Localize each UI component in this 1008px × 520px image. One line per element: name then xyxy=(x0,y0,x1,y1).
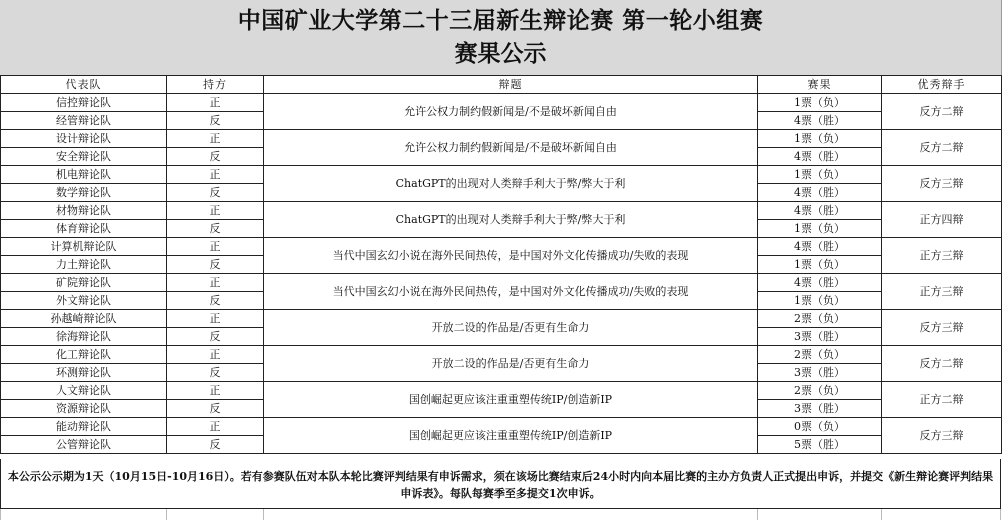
team-cell: 安全辩论队 xyxy=(1,148,167,166)
result-cell: 4票（胜） xyxy=(758,238,882,256)
table-row xyxy=(1,346,1002,364)
best-debater-cell: 反方三辩 xyxy=(882,166,1002,202)
table-row xyxy=(1,202,1002,220)
best-debater-cell: 正方二辩 xyxy=(882,382,1002,418)
side-cell: 正 xyxy=(167,166,264,184)
side-cell: 正 xyxy=(167,310,264,328)
result-cell: 5票（胜） xyxy=(758,436,882,454)
team-cell: 数学辩论队 xyxy=(1,184,167,202)
team-cell: 人文辩论队 xyxy=(1,382,167,400)
best-debater-cell: 反方二辩 xyxy=(882,346,1002,382)
result-cell: 3票（胜） xyxy=(758,364,882,382)
table-row xyxy=(1,274,1002,292)
result-cell: 1票（负） xyxy=(758,292,882,310)
page-subtitle: 赛果公示 xyxy=(454,41,547,67)
team-cell: 外文辩论队 xyxy=(1,292,167,310)
team-cell: 设计辩论队 xyxy=(1,130,167,148)
team-cell: 环测辩论队 xyxy=(1,364,167,382)
result-cell: 4票（胜） xyxy=(758,148,882,166)
result-cell: 2票（负） xyxy=(758,346,882,364)
topic-cell: 当代中国玄幻小说在海外民间热传，是中国对外文化传播成功/失败的表现 xyxy=(264,274,758,310)
topic-cell: 国创崛起更应该注重重塑传统IP/创造新IP xyxy=(264,382,758,418)
side-cell: 反 xyxy=(167,256,264,274)
side-cell: 反 xyxy=(167,436,264,454)
result-cell: 1票（负） xyxy=(758,94,882,112)
best-debater-cell: 正方四辩 xyxy=(882,202,1002,238)
result-cell: 1票（负） xyxy=(758,130,882,148)
title-banner xyxy=(0,0,1002,75)
side-cell: 正 xyxy=(167,382,264,400)
header-side: 持方 xyxy=(167,76,264,94)
best-debater-cell: 反方二辩 xyxy=(882,130,1002,166)
side-cell: 正 xyxy=(167,274,264,292)
best-debater-cell: 正方三辩 xyxy=(882,274,1002,310)
result-cell: 2票（负） xyxy=(758,382,882,400)
side-cell: 正 xyxy=(167,94,264,112)
results-table xyxy=(0,75,1002,454)
side-cell: 反 xyxy=(167,364,264,382)
side-cell: 反 xyxy=(167,292,264,310)
topic-cell: ChatGPT的出现对人类辩手利大于弊/弊大于利 xyxy=(264,166,758,202)
result-cell: 1票（负） xyxy=(758,256,882,274)
topic-cell: 开放二设的作品是/否更有生命力 xyxy=(264,310,758,346)
topic-cell: ChatGPT的出现对人类辩手利大于弊/弊大于利 xyxy=(264,202,758,238)
team-cell: 体育辩论队 xyxy=(1,220,167,238)
result-cell: 3票（胜） xyxy=(758,328,882,346)
side-cell: 正 xyxy=(167,130,264,148)
team-cell: 能动辩论队 xyxy=(1,418,167,436)
header-topic: 辩题 xyxy=(264,76,758,94)
best-debater-cell: 反方三辩 xyxy=(882,418,1002,454)
best-debater-cell: 反方三辩 xyxy=(882,310,1002,346)
side-cell: 反 xyxy=(167,328,264,346)
team-cell: 资源辩论队 xyxy=(1,400,167,418)
result-cell: 0票（负） xyxy=(758,418,882,436)
result-cell: 4票（胜） xyxy=(758,184,882,202)
topic-cell: 允许公权力制约假新闻是/不是破坏新闻自由 xyxy=(264,130,758,166)
side-cell: 反 xyxy=(167,220,264,238)
team-cell: 力土辩论队 xyxy=(1,256,167,274)
table-row xyxy=(1,166,1002,184)
table-row xyxy=(1,94,1002,112)
page-title: 中国矿业大学第二十三届新生辩论赛 第一轮小组赛 xyxy=(237,8,764,34)
result-cell: 3票（胜） xyxy=(758,400,882,418)
result-cell: 1票（负） xyxy=(758,220,882,238)
header-team: 代表队 xyxy=(1,76,167,94)
topic-cell: 允许公权力制约假新闻是/不是破坏新闻自由 xyxy=(264,94,758,130)
team-cell: 徐海辩论队 xyxy=(1,328,167,346)
result-cell: 4票（胜） xyxy=(758,202,882,220)
side-cell: 正 xyxy=(167,418,264,436)
side-cell: 反 xyxy=(167,184,264,202)
table-row xyxy=(1,238,1002,256)
team-cell: 矿院辩论队 xyxy=(1,274,167,292)
table-row xyxy=(1,382,1002,400)
side-cell: 反 xyxy=(167,148,264,166)
side-cell: 反 xyxy=(167,112,264,130)
team-cell: 计算机辩论队 xyxy=(1,238,167,256)
best-debater-cell: 正方三辩 xyxy=(882,238,1002,274)
team-cell: 经管辩论队 xyxy=(1,112,167,130)
topic-cell: 开放二设的作品是/否更有生命力 xyxy=(264,346,758,382)
table-row xyxy=(1,310,1002,328)
result-cell: 2票（负） xyxy=(758,310,882,328)
header-result: 赛果 xyxy=(758,76,882,94)
side-cell: 正 xyxy=(167,202,264,220)
table-row xyxy=(1,418,1002,436)
team-cell: 公管辩论队 xyxy=(1,436,167,454)
result-cell: 4票（胜） xyxy=(758,112,882,130)
topic-cell: 当代中国玄幻小说在海外民间热传，是中国对外文化传播成功/失败的表现 xyxy=(264,238,758,274)
side-cell: 反 xyxy=(167,400,264,418)
table-header-row xyxy=(1,76,1002,94)
team-cell: 孙越崎辩论队 xyxy=(1,310,167,328)
topic-cell: 国创崛起更应该注重重塑传统IP/创造新IP xyxy=(264,418,758,454)
appeal-notice: 本公示公示期为1天（10月15日-10月16日）。若有参赛队伍对本队本轮比赛评判结果有申诉需求，须在该场比赛结束后24小时内向本届比赛的主办方负责人正式提出申诉，并提交《新生辩论赛评判结果申诉表》。每队每赛季至多提交1次申诉。 xyxy=(0,459,1001,509)
team-cell: 材物辩论队 xyxy=(1,202,167,220)
team-cell: 化工辩论队 xyxy=(1,346,167,364)
team-cell: 信控辩论队 xyxy=(1,94,167,112)
table-row xyxy=(1,130,1002,148)
result-cell: 4票（胜） xyxy=(758,274,882,292)
next-row-stub xyxy=(0,509,1001,520)
team-cell: 机电辩论队 xyxy=(1,166,167,184)
best-debater-cell: 反方二辩 xyxy=(882,94,1002,130)
side-cell: 正 xyxy=(167,346,264,364)
header-best-debater: 优秀辩手 xyxy=(882,76,1002,94)
side-cell: 正 xyxy=(167,238,264,256)
result-cell: 1票（负） xyxy=(758,166,882,184)
